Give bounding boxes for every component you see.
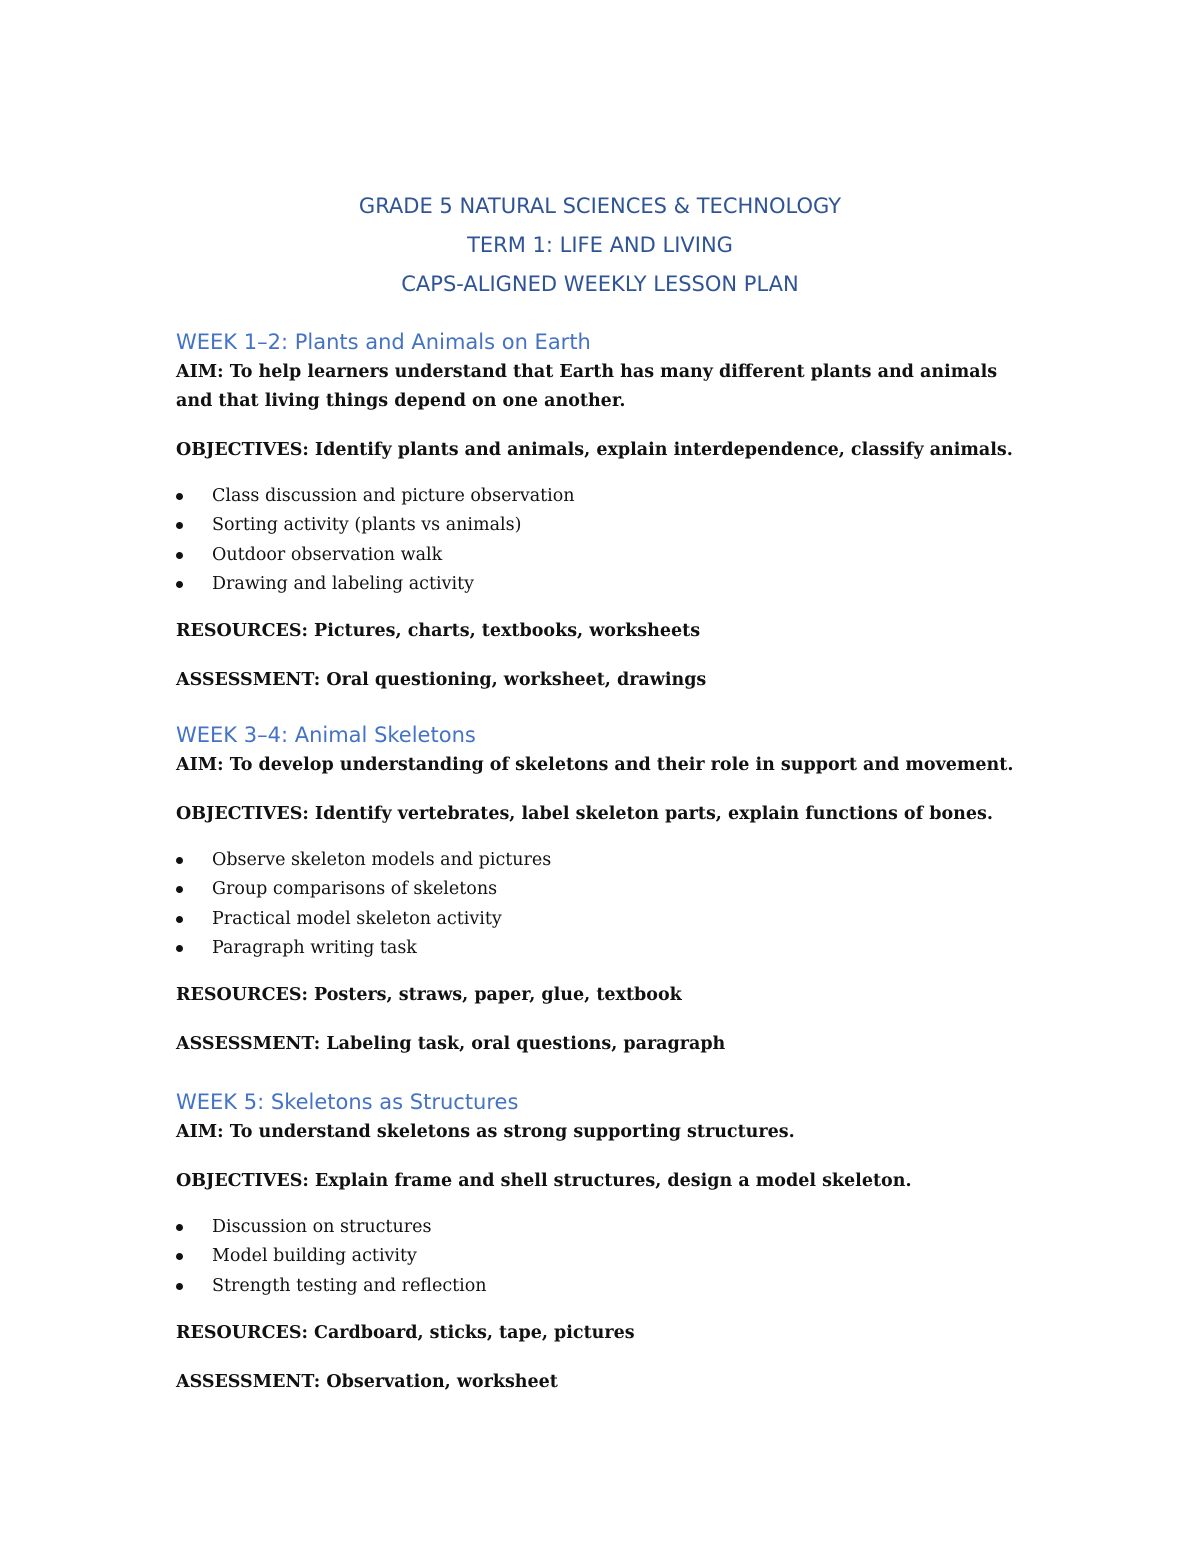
week-section-3: [176, 1086, 1036, 1397]
activity-item: [176, 934, 1036, 963]
activity-item: [176, 846, 1036, 875]
assessment-label: ASSESSMENT:: [176, 670, 321, 691]
assessment-text: Observation, worksheet: [326, 1371, 558, 1392]
aim-label: AIM:: [176, 1122, 224, 1142]
resources-text: Cardboard, sticks, tape, pictures: [314, 1322, 635, 1343]
activities-list: [176, 1213, 1036, 1301]
bullet-icon: [176, 581, 183, 588]
week-heading: WEEK 5: Skeletons as Structures: [176, 1090, 519, 1114]
activity-text: Drawing and labeling activity: [212, 573, 474, 594]
activity-item: [176, 541, 1036, 570]
aim-text: To develop understanding of skeletons and their role in support and movement.: [229, 755, 1014, 775]
activity-item: [176, 905, 1036, 934]
objectives-text: Identify vertebrates, label skeleton parts, explain functions of bones.: [314, 804, 993, 824]
activity-text: Strength testing and reflection: [212, 1275, 487, 1296]
aim-label: AIM:: [176, 755, 224, 775]
document-title-block: [0, 190, 1200, 307]
bullet-icon: [176, 916, 183, 923]
resources-label: RESOURCES:: [176, 985, 308, 1006]
activity-text: Sorting activity (plants vs animals): [212, 515, 522, 536]
activity-item: [176, 1242, 1036, 1271]
assessment-paragraph: [176, 1368, 1036, 1397]
bullet-icon: [176, 1283, 183, 1290]
activity-text: Practical model skeleton activity: [212, 908, 502, 929]
activity-text: Observe skeleton models and pictures: [212, 850, 552, 870]
activities-list: [176, 846, 1036, 963]
resources-label: RESOURCES:: [176, 621, 308, 642]
assessment-label: ASSESSMENT:: [176, 1034, 321, 1055]
objectives-label: OBJECTIVES:: [176, 1171, 309, 1191]
assessment-text: Oral questioning, worksheet, drawings: [326, 670, 707, 691]
aim-paragraph: [176, 358, 1036, 416]
bullet-icon: [176, 945, 183, 952]
aim-paragraph: [176, 1118, 1036, 1147]
objectives-label: OBJECTIVES:: [176, 804, 309, 824]
week-heading: WEEK 3–4: Animal Skeletons: [176, 723, 476, 747]
plan-title: CAPS-ALIGNED WEEKLY LESSON PLAN: [401, 272, 799, 296]
aim-paragraph: [176, 751, 1036, 780]
activity-text: Paragraph writing task: [212, 937, 417, 958]
objectives-paragraph: [176, 436, 1036, 465]
term-title: TERM 1: LIFE AND LIVING: [467, 233, 733, 257]
resources-paragraph: [176, 617, 1036, 646]
objectives-paragraph: [176, 1167, 1036, 1196]
bullet-icon: [176, 522, 183, 529]
week-section-1: [176, 326, 1036, 695]
objectives-label: OBJECTIVES:: [176, 440, 309, 460]
objectives-text: Identify plants and animals, explain interdependence, classify animals.: [314, 440, 1013, 460]
aim-text: To understand skeletons as strong supporting structures.: [229, 1122, 795, 1142]
aim-label: AIM:: [176, 362, 224, 382]
activity-text: Outdoor observation walk: [212, 544, 443, 565]
bullet-icon: [176, 1253, 183, 1260]
activity-text: Model building activity: [212, 1246, 417, 1267]
week-heading: WEEK 1–2: Plants and Animals on Earth: [176, 330, 591, 354]
objectives-paragraph: [176, 800, 1036, 829]
resources-text: Posters, straws, paper, glue, textbook: [314, 985, 682, 1006]
bullet-icon: [176, 552, 183, 559]
activity-item: [176, 482, 1036, 511]
assessment-paragraph: [176, 1030, 1036, 1059]
week-section-2: [176, 719, 1036, 1059]
assessment-text: Labeling task, oral questions, paragraph: [326, 1034, 726, 1055]
activity-item: [176, 511, 1036, 540]
activity-item: [176, 1213, 1036, 1242]
resources-text: Pictures, charts, textbooks, worksheets: [314, 621, 701, 642]
resources-paragraph: [176, 981, 1036, 1010]
bullet-icon: [176, 857, 183, 864]
activity-text: Class discussion and picture observation: [212, 486, 575, 506]
document-title: GRADE 5 NATURAL SCIENCES & TECHNOLOGY: [358, 194, 842, 218]
activity-item: [176, 1272, 1036, 1301]
resources-label: RESOURCES:: [176, 1322, 308, 1343]
bullet-icon: [176, 1224, 183, 1231]
resources-paragraph: [176, 1319, 1036, 1348]
assessment-label: ASSESSMENT:: [176, 1371, 321, 1392]
aim-text: To help learners understand that Earth has many different plants and animals and that living things depend on one another.: [176, 362, 998, 411]
activity-text: Discussion on structures: [212, 1217, 432, 1237]
activities-list: [176, 482, 1036, 599]
activity-item: [176, 570, 1036, 599]
bullet-icon: [176, 886, 183, 893]
assessment-paragraph: [176, 666, 1036, 695]
bullet-icon: [176, 493, 183, 500]
activity-item: [176, 875, 1036, 904]
objectives-text: Explain frame and shell structures, design a model skeleton.: [314, 1171, 912, 1191]
activity-text: Group comparisons of skeletons: [212, 879, 498, 900]
